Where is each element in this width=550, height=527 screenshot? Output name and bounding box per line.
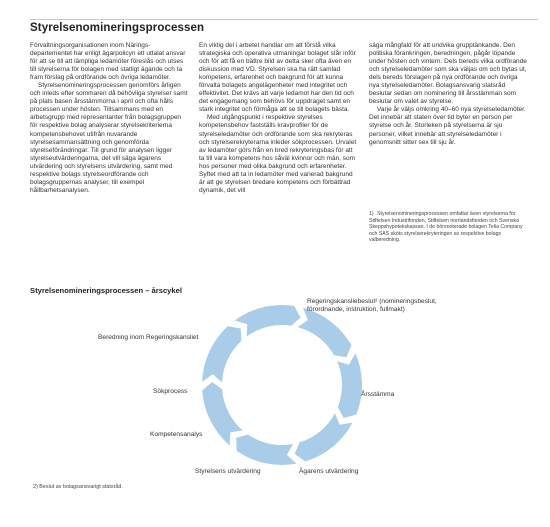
stage-label-arsstamma: Årsstämma bbox=[361, 391, 395, 398]
stage-label-regeringskansli bbox=[307, 298, 472, 314]
paragraph: Styrelsenomineringsprocessen genomförs årligen och inleds efter sommaren då behövliga styrelser samt på plats basen årsstämmorna i april och ofta hålls processen under hösten. Tillsammans med en arbetsgrupp med representanter från bolagsgruppen för respektive bolag analyserar styrelsekriterierna kompetensbehovet utifrån nuvarande styrelsesammansättning och genomförda styrelseförändringar. Till grund för analysen ligger styrelseutvärderingarna, det vill säga ägarens utvärdering och styrelsens utvärdering, samt med respektive bolags styrelseordförande och bolagsgruppernas analyser, till exempel hållbarhetsanalysen. bbox=[30, 82, 188, 194]
paragraph: En viktig del i arbetet handlar om att förstå vilka strategiska och operativa utmaningar bolaget står inför och för att få en bättre bild av detta sker ofta även en diskussion med VD. Styrelsen ska ha rätt samlad kompetens, erfarenhet och bakgrund för att kunna förvalta bolagets angelägenheter med integritet och effektivitet. Det krävs att varje ledamot har den tid och det engagemang som behövs för uppdraget samt en stark integritet och förmåga att se till bolagets bästa. bbox=[199, 42, 356, 114]
paragraph: säga mångfald för att undvika grupptänkande. Den politiska förankringen, beredningen, pågår löpande under hösten och vintern. Dels bereds vilka ordförande och styrelseledamöter som ska väljas om och bytas ut, dels bereds förslagen på nya ordförande och övriga nya styrelseledamöter. Bolagsansvarig statsråd beslutar sedan om nominering till årsstämman som beslutar om valet av styrelse. bbox=[369, 42, 527, 106]
paragraph: Förvaltningsorganisationen inom Näringsdepartementet har enligt ägarpolicyn ett uttalat ansvar för att se till att lämpliga ledamöter föreslås och utses till styrelserna för bolagen med statligt ägande och ta fram förslag på ordförande och övriga ledamöter. bbox=[30, 42, 186, 82]
stage-label-agarens-utvardering: Ägarens utvärdering bbox=[299, 468, 359, 475]
cycle-ring bbox=[202, 305, 362, 465]
paragraph: Med utgångspunkt i respektive styrelses kompetensbehov fastställs kravprofiler för de styrelseledamöter och ordförande som ska rekryteras och styrelserekryterarna inleder sökprocessen. Urvalet av ledamöter görs från en bred rekryteringsbas för att ta till vara kompetens hos såväl kvinnor och män, som hos personer med olika bakgrund och erfarenheter. Syftet med att ta in ledamöter med varierad bakgrund är att ge styrelsen bredare kompetens och förbättrad dynamik, det vill bbox=[199, 114, 357, 194]
cycle-segment bbox=[202, 382, 243, 445]
cycle-segment bbox=[337, 353, 362, 418]
cycle-title: Styrelsenomineringsprocessen – årscykel bbox=[30, 286, 182, 295]
cycle-segment bbox=[235, 305, 301, 337]
footnote-2: 2) Beslut av bolagsansvarigt statsråd. bbox=[33, 484, 123, 490]
cycle-segment bbox=[236, 434, 297, 465]
stage-text: Regeringskansliebeslut² (nomineringsbeslut, förordnande, instruktion, fullmakt) bbox=[307, 298, 437, 313]
footnote-text: Styrelsenomineringsprocessen omfattar även styrelserna för Stiftelsen Industrifonden, Stiftelsen norrlandsfonden och Svenska Skeppshypotekskassan. I de börsnoterade bolagen Telia Company och SAS sköts styrelserekryteringen av respektive bolags valberedning. bbox=[369, 211, 523, 244]
stage-label-sokprocess: Sökprocess bbox=[153, 388, 188, 395]
cycle-segment bbox=[298, 308, 352, 358]
footnote-number: 1) bbox=[369, 211, 374, 217]
paragraph: Varje år väljs omkring 40–60 nya styrelseledamöter. Det innebär att staten över tid byter en person per styrelse och år. Storleken på styrelserna är sju personer, vilket innebär att styrelseledamöter i genomsnitt sitter sex till sju år. bbox=[369, 106, 526, 146]
stage-label-beredning: Beredning inom Regeringskansliet bbox=[98, 334, 199, 341]
stage-label-kompetensanalys: Kompetensanalys bbox=[150, 431, 203, 438]
page-heading: Styrelsenomineringsprocessen bbox=[30, 22, 205, 34]
stage-label-styrelsens-utvardering: Styrelsens utvärdering bbox=[195, 468, 261, 475]
cycle-segment bbox=[202, 326, 241, 382]
cycle-segment bbox=[295, 413, 353, 461]
